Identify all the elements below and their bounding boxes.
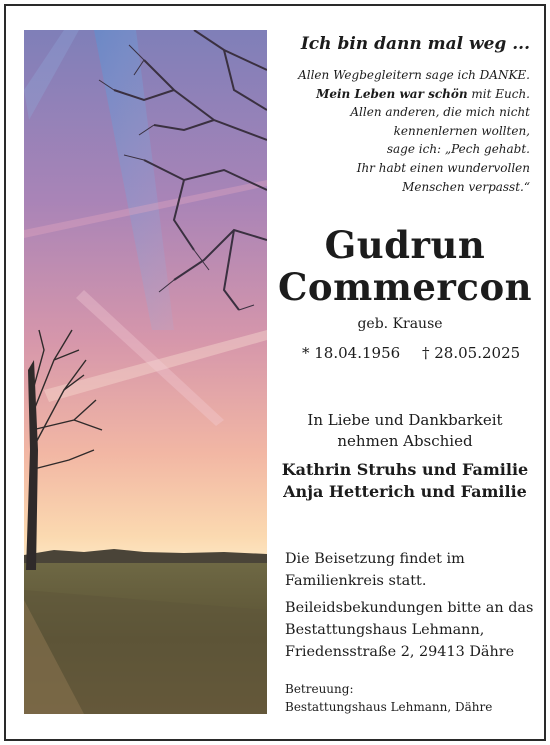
poem-line-rest: mit Euch. [467,86,530,101]
farewell-poem [280,66,530,196]
condolence-info [285,597,540,663]
poem-line: Menschen verpasst.“ [402,179,530,194]
birth-date: * 18.04.1956 [302,344,401,362]
condolence-line: Friedensstraße 2, 29413 Dähre [285,644,515,660]
poem-line: sage ich: „Pech gehabt. [386,142,530,157]
farewell-text [280,410,530,452]
poem-line: Allen anderen, die mich nicht [350,105,530,120]
farewell-line: nehmen Abschied [337,432,473,450]
condolence-line: Bestattungshaus Lehmann, [285,622,485,638]
poem-line [280,85,530,104]
burial-line: Familienkreis statt. [285,573,427,589]
maiden-name: geb. Krause [357,316,443,332]
burial-line: Die Beisetzung findet im [285,551,465,567]
condolence-line: Beileidsbekundungen bitte an das [285,600,534,616]
sunset-photo [24,30,267,714]
death-date: † 28.05.2025 [422,344,521,362]
mourner-name: Kathrin Struhs und Familie [281,460,529,479]
deceased-last-name: Commercon [277,265,533,309]
care-value: Bestattungshaus Lehmann, Dähre [285,700,493,714]
poem-line: kennenlernen wollten, [393,123,530,138]
poem-emphasis: Mein Leben war schön [316,86,468,101]
poem-line: Ihr habt einen wundervollen [356,160,530,175]
deceased-first-name: Gudrun [324,223,486,267]
burial-info [285,548,540,592]
poem-line: Allen Wegbegleitern sage ich DANKE. [298,68,530,82]
mourners-list [272,459,538,503]
mourner-name: Anja Hetterich und Familie [283,482,527,501]
care-label: Betreuung: [285,682,354,696]
farewell-line: In Liebe und Dankbarkeit [307,411,503,429]
funeral-care-info [285,680,540,716]
motto-heading: Ich bin dann mal weg ... [300,34,530,54]
